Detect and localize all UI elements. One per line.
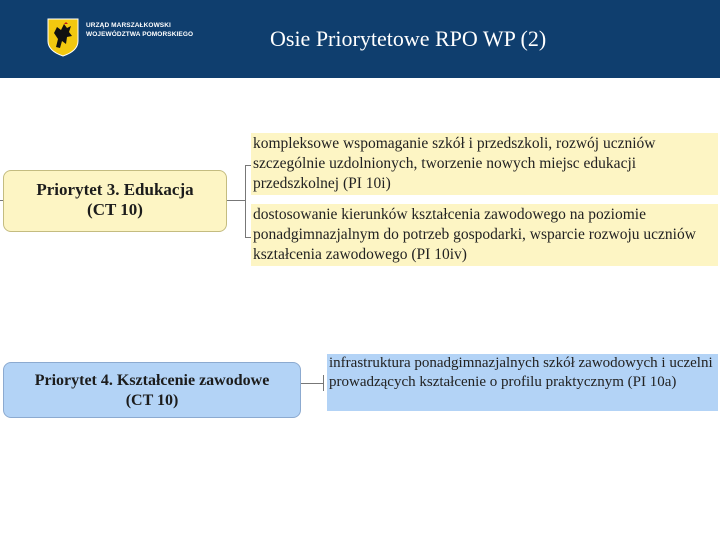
priority-3-code: (CT 10) bbox=[87, 200, 143, 219]
priority-3-box bbox=[3, 170, 227, 232]
org-line-1: URZĄD MARSZAŁKOWSKI bbox=[86, 22, 171, 29]
connector-p3-vertical bbox=[245, 165, 246, 237]
connector-p4-vertical bbox=[323, 375, 324, 391]
priority-4-title: Priorytet 4. Kształcenie zawodowe bbox=[34, 372, 270, 389]
priority-3-item-2: dostosowanie kierunków kształcenia zawodowego na poziomie ponadgimnazjalnym do potrzeb gospodarki, wsparcie rozwoju uczniów kształcenia zawodowego (PI 10iv) bbox=[251, 204, 718, 266]
priority-3-item-1: kompleksowe wspomaganie szkół i przedszkoli, rozwój uczniów szczególnie uzdolnionych, tworzenie nowych miejsc edukacji przedszkolnej (PI 10i) bbox=[251, 133, 718, 195]
slide-header bbox=[0, 0, 720, 78]
priority-4-box bbox=[3, 362, 301, 418]
priority-4-item-1: infrastruktura ponadgimnazjalnych szkół zawodowych i uczelni prowadzących kształcenie o profilu praktycznym (PI 10a) bbox=[327, 354, 718, 411]
priority-4-code: (CT 10) bbox=[125, 392, 179, 409]
organization-name bbox=[86, 21, 246, 39]
connector-p3 bbox=[227, 200, 245, 201]
slide-title: Osie Priorytetowe RPO WP (2) bbox=[270, 26, 547, 51]
griffin-crest-icon bbox=[46, 17, 80, 57]
priority-3-title: Priorytet 3. Edukacja bbox=[36, 180, 194, 199]
org-line-2: WOJEWÓDZTWA POMORSKIEGO bbox=[86, 31, 194, 38]
connector-p4 bbox=[301, 383, 323, 384]
